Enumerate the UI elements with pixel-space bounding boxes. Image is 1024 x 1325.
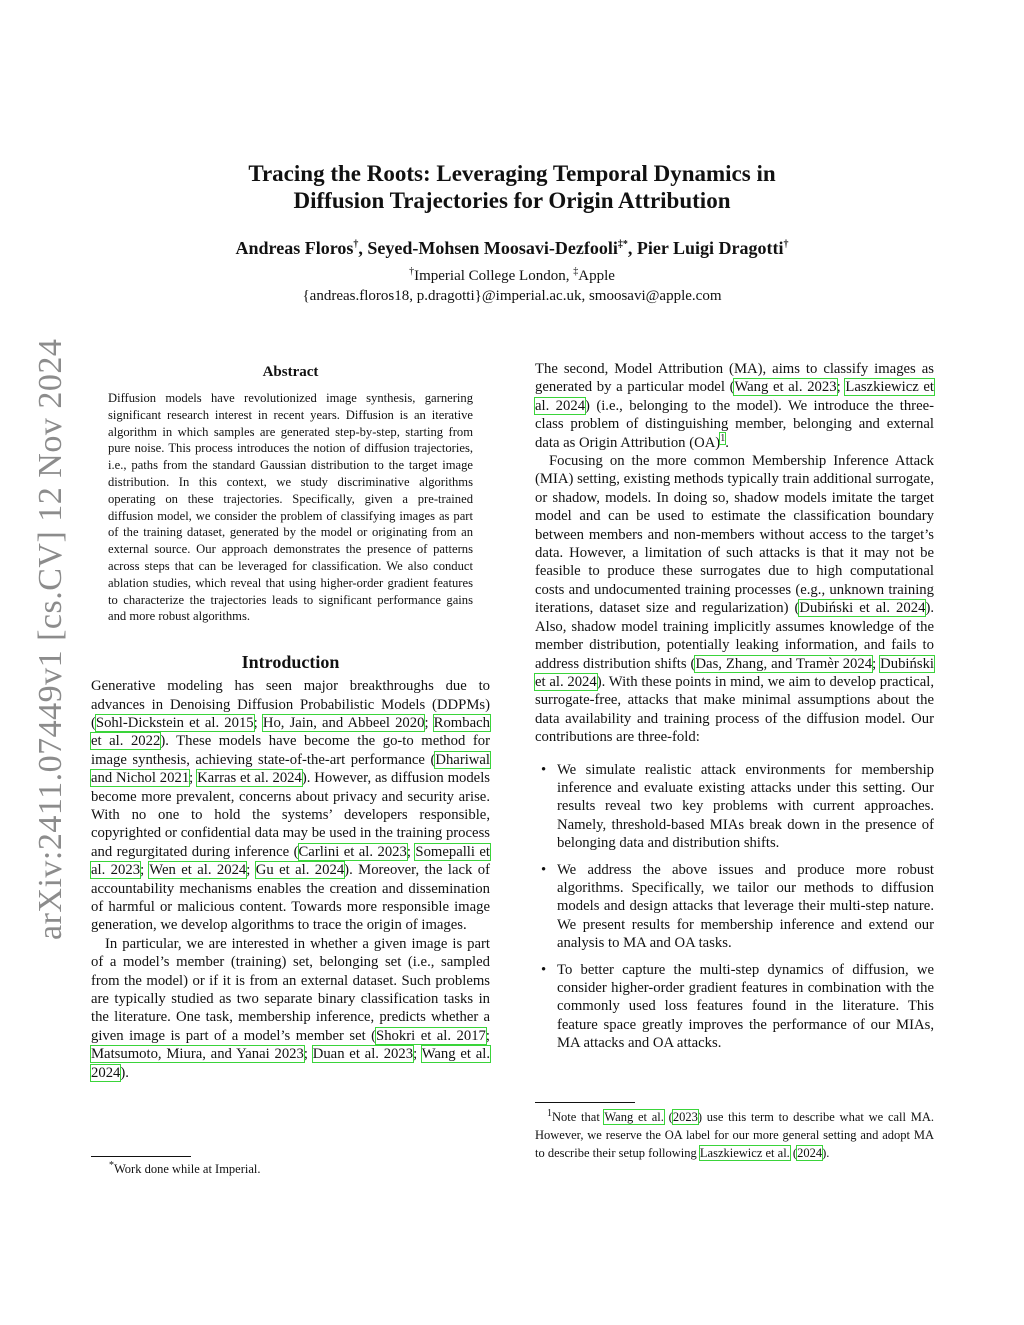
text-run: ; [413, 1046, 422, 1063]
right-column [535, 360, 934, 1061]
arxiv-stamp: arXiv:2411.07449v1 [cs.CV] 12 Nov 2024 [32, 338, 69, 940]
text-run: Note that [552, 1110, 605, 1124]
text-run: ). [822, 1146, 830, 1160]
citation-link[interactable]: Shokri et al. 2017 [376, 1027, 486, 1044]
text-run: ; [424, 714, 434, 731]
citation-link[interactable]: Somepalli et al. 2023 [91, 843, 491, 879]
affiliations [100, 266, 924, 306]
citation-link[interactable]: Dubiński et al. 2024 [535, 655, 934, 690]
citation-link[interactable]: Wen et al. 2024 [149, 862, 247, 879]
citation-link[interactable]: Rombach et al. 2022 [91, 714, 490, 750]
text-run: ). However, as diffusion models become more prevalent, concerns about privacy and security arise. With no one to hold the systems’ developers responsible, copyrighted or confidential data may be used in the training process and regurgitated during inference ( [91, 770, 490, 860]
intro-paragraph-3 [535, 360, 934, 452]
abstract-heading: Abstract [262, 364, 319, 380]
author-2-mark: ‡* [617, 239, 628, 250]
text-run: In particular, we are interested in whether a given image is part of a model’s member (training) set, belonging set (i.e., sampled from the model) or if it is from an external dataset. Such problems are typically studied as two separate binary classification tasks in the literature. One task, membership inference, predicts whether a given image is part of a model’s member set ( [91, 935, 490, 1044]
text-run: The second, Model Attribution (MA), aims to classify images as generated by a particular model ( [535, 361, 934, 396]
text-run: Focusing on the more common Membership Inference Attack (MIA) setting, existing methods typically train additional surrogate, or shadow, models. In doing so, shadow models imitate the target model and can be used to estimate the classification boundary between members and non-members without access to the target’s data. However, a limitation of such attacks is that it may not be feasible to produce these surrogates due to high computational costs and undocumented training processes (e.g., unknown training iterations, dataset size and regularization) ( [535, 453, 934, 617]
citation-link[interactable]: Laszkiewicz et al. 2024 [535, 379, 934, 414]
text-run: ; [406, 843, 416, 860]
text-run: ). These models have become the go-to method for image synthesis, achieving state-of-the-art performance ( [91, 733, 490, 768]
citation-link[interactable]: 2023 [672, 1110, 698, 1124]
citation-link[interactable]: Sohl-Dickstein et al. 2015 [95, 714, 254, 731]
affiliation-mark-1: † [409, 266, 415, 277]
citation-link[interactable]: Ho, Jain, and Abbeel 2020 [262, 714, 425, 731]
citation-link[interactable]: Karras et al. 2024 [197, 770, 302, 787]
author-1: Andreas Floros [235, 238, 354, 258]
bullet-icon: • [541, 861, 547, 878]
paper-title [150, 160, 874, 214]
list-item-text: To better capture the multi-step dynamics of diffusion, we consider higher-order gradient features in combination with the commonly used loss features found in the literature. This feature space greatly improves the performance of our MIAs, MA attacks and OA attacks. [557, 961, 934, 1052]
text-run: ; [253, 714, 263, 731]
footnote-body: Work done while at Imperial. [114, 1162, 261, 1176]
title-line-2: Diffusion Trajectories for Origin Attribution [293, 188, 731, 213]
text-run: ) (i.e., belonging to the model). We introduce the three-class problem of distinguishing member, belonging and external data as Origin Attribution (OA) [535, 397, 934, 451]
text-run: ). With these points in mind, we aim to develop practical, surrogate-free, attacks that make minimal assumptions about the data availability and training process of the diffusion model. Our contributions are three-fold: [535, 673, 934, 746]
text-run: ; [836, 379, 846, 396]
list-item [535, 861, 934, 953]
citation-link[interactable]: Das, Zhang, and Tramèr 2024 [695, 655, 873, 672]
affiliation-mark-2: ‡ [573, 266, 579, 277]
text-run: ( [663, 1110, 673, 1124]
bullet-icon: • [541, 961, 547, 978]
footnote-text [535, 1108, 934, 1162]
citation-link[interactable]: Wang et al. 2024 [91, 1046, 490, 1081]
text-run: ; [485, 1027, 490, 1044]
text-run: ; [872, 655, 881, 672]
bullet-icon: • [541, 761, 547, 778]
author-2: , Seyed-Mohsen Moosavi-Dezfooli [358, 238, 618, 258]
footnote-text [109, 1161, 490, 1177]
citation-link[interactable]: Wang et al. 2023 [734, 379, 837, 396]
affiliation-line [100, 266, 924, 286]
citation-link[interactable]: Wang et al. [604, 1110, 664, 1124]
author-list [100, 236, 924, 260]
intro-paragraph-4 [535, 452, 934, 747]
citation-link[interactable]: Carlini et al. 2023 [298, 843, 407, 860]
text-run: ; [303, 1046, 313, 1063]
text-run: ( [789, 1146, 798, 1160]
footnote-right [535, 1102, 934, 1162]
text-run: Generative modeling has seen major breakthroughs due to advances in Denoising Diffusion Probabilistic Models (DDPMs) ( [91, 678, 490, 731]
text-run: . [725, 434, 729, 451]
author-3-mark: † [783, 239, 789, 250]
footnote-mark: 1 [547, 1107, 552, 1119]
text-run: ; [246, 862, 256, 879]
author-3: , Pier Luigi Dragotti [627, 238, 784, 258]
intro-paragraph-2 [91, 935, 490, 1082]
list-item [535, 961, 934, 1053]
author-1-mark: † [353, 239, 359, 250]
list-item-text: We simulate realistic attack environments for membership inference and evaluate existing attacks under this setting. Our results reveal two key problems with current approaches. Namely, threshold-based MIAs break down in the presence of belonging data and distribution shifts. [557, 761, 934, 852]
left-column [91, 360, 490, 1082]
footnote-rule [535, 1102, 635, 1103]
footnote-left [91, 1156, 490, 1177]
citation-link[interactable]: Duan et al. 2023 [312, 1046, 414, 1063]
title-line-1: Tracing the Roots: Leveraging Temporal Dynamics in [248, 161, 776, 186]
list-item [535, 761, 934, 853]
footnote-ref-link[interactable]: 1 [720, 432, 726, 444]
citation-link[interactable]: Gu et al. 2024 [255, 862, 345, 879]
affiliation-org-1: Imperial College London, [414, 268, 574, 284]
intro-paragraph-1 [91, 677, 490, 935]
footnote-mark: * [109, 1159, 114, 1171]
text-run: ) use this term to describe what we call MA. However, we reserve the OA label for our more general setting and adopt MA to describe their setup following [535, 1110, 935, 1160]
text-run: ; [189, 770, 198, 787]
text-run: ). [120, 1064, 129, 1081]
email-line: {andreas.floros18, p.dragotti}@imperial.ac.uk, smoosavi@apple.com [302, 288, 722, 304]
citation-link[interactable]: Laszkiewicz et al. [699, 1146, 790, 1160]
list-item-text: We address the above issues and produce more robust algorithms. Specifically, we tailor our methods to diffusion models and design attacks that leverage their multi-step nature. We present results for membership inference and extend our analysis to MA and OA tasks. [557, 861, 934, 952]
citation-link[interactable]: Matsumoto, Miura, and Yanai 2023 [91, 1046, 304, 1063]
text-run: ; [140, 862, 150, 879]
abstract-text: Diffusion models have revolutionized image synthesis, garnering significant research interest in recent years. Diffusion is an iterative algorithm in which samples are generated step-by-step, starting from pure noise. This process introduces the notion of diffusion trajectories, i.e., paths from the standard Gaussian distribution to the target image distribution. In this context, we study discriminative algorithms operating on these trajectories. Specifically, given a pre-trained diffusion model, we consider the problem of classifying images as part of the training dataset, generated by the model or originating from an external source. Our approach demonstrates the presence of patterns across steps that can be leveraged for classification. We also conduct ablation studies, which reveal that using higher-order gradient features to characterize the trajectories leads to significant performance gains and more robust algorithms. [108, 391, 473, 624]
contributions-list [535, 761, 934, 1053]
citation-link[interactable]: 2024 [797, 1146, 823, 1160]
affiliation-org-2: Apple [578, 268, 615, 284]
text-run: ). Moreover, the lack of accountability mechanisms enables the creation and dissemination of harmful or malicious content. Towards more responsible image generation, we develop algorithms to trace the origin of images. [91, 862, 490, 934]
citation-link[interactable]: Dhariwal and Nichol 2021 [91, 751, 490, 787]
introduction-heading: Introduction [241, 652, 340, 673]
footnote-rule [91, 1156, 191, 1157]
text-run: ). Also, shadow model training implicitly assumes knowledge of the member distribution, potentially leaking information, and fails to address distribution shifts ( [535, 600, 935, 672]
citation-link[interactable]: Dubiński et al. 2024 [799, 600, 926, 617]
